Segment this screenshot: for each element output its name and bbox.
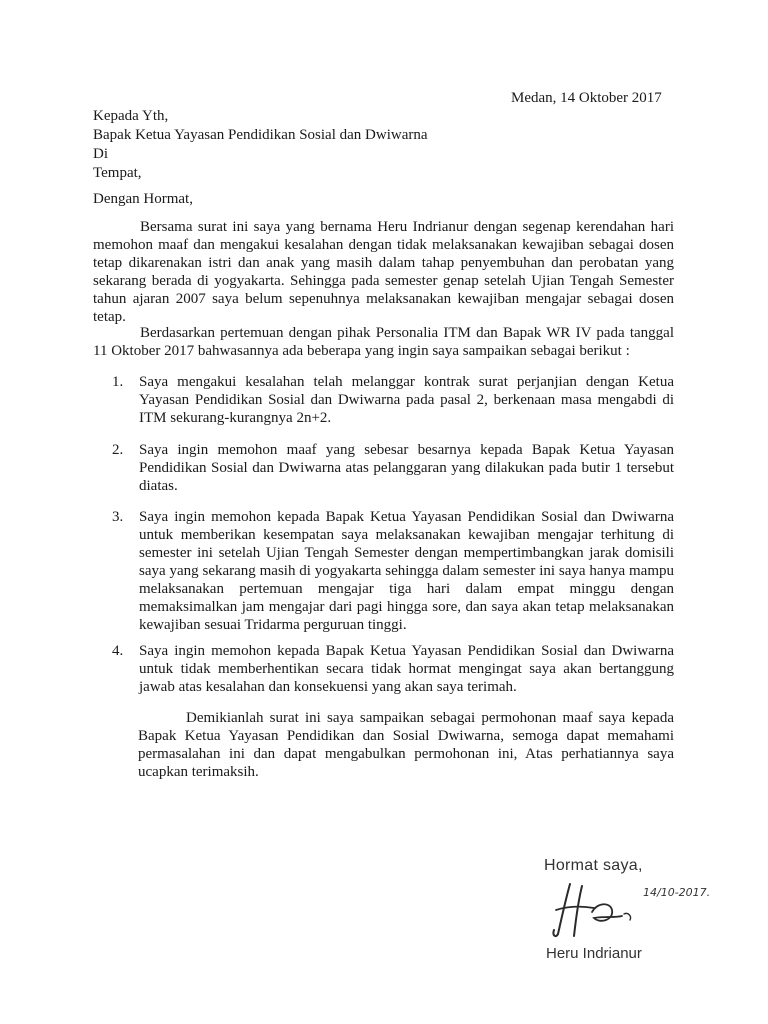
list-item xyxy=(112,642,674,696)
recipient-line: Kepada Yth, xyxy=(93,108,169,124)
list-item-number: 3. xyxy=(112,509,124,525)
list-item-text: Saya ingin memohon maaf yang sebesar besarnya kepada Bapak Ketua Yayasan Pendidikan Sosial dan Dwiwarna atas pelanggaran yang dilakukan pada butir 1 tersebut diatas. xyxy=(139,442,674,494)
body-paragraph-1 xyxy=(93,218,674,326)
handwritten-date: 14/10-2017. xyxy=(643,886,711,899)
list-item xyxy=(112,373,674,427)
signature-salutation: Hormat saya, xyxy=(544,857,643,874)
list-item-number: 4. xyxy=(112,643,124,659)
list-item-text: Saya mengakui kesalahan telah melanggar kontrak surat perjanjian dengan Ketua Yayasan Pendidikan Sosial dan Dwiwarna pada pasal 2, berkenaan masa mengabdi di ITM sekurang-kurangnya 2n+2. xyxy=(139,374,674,426)
recipient-block xyxy=(93,107,653,183)
recipient-line: Tempat, xyxy=(93,165,142,181)
recipient-line: Bapak Ketua Yayasan Pendidikan Sosial dan Dwiwarna xyxy=(93,127,428,143)
list-item-number: 2. xyxy=(112,442,124,458)
list-item xyxy=(112,508,674,634)
paragraph-text: Bersama surat ini saya yang bernama Heru Indrianur dengan segenap kerendahan hari memohon maaf dan mengakui kesalahan dengan tidak melaksanakan kewajiban sebagai dosen tetap dikarenakan istri dan anak yang masih dalam tahap penyembuhan dan perobatan yang sekarang berada di yogyakarta. Sehingga pada semester genap setelah Ujian Tengah Semester tahun ajaran 2007 saya belum sepenuhnya melaksanakan kewajiban mengajar sebagai dosen tetap. xyxy=(93,219,674,325)
recipient-line: Di xyxy=(93,146,108,162)
list-item xyxy=(112,441,674,495)
list-item-text: Saya ingin memohon kepada Bapak Ketua Yayasan Pendidikan Sosial dan Dwiwarna untuk tidak memberhentikan secara tidak hormat mengingat saya akan bertanggung jawab atas kesalahan dan konsekuensi yang akan saya terimah. xyxy=(139,643,674,695)
paragraph-text: Demikianlah surat ini saya sampaikan sebagai permohonan maaf saya kepada Bapak Ketua Yayasan Pendidikan dan Sosial Dwiwarna, semoga dapat memahami permasalahan ini dan dapat mengabulkan permohonan ini, Atas perhatiannya saya ucapkan terimaksih. xyxy=(138,710,674,780)
list-item-number: 1. xyxy=(112,374,124,390)
greeting: Dengan Hormat, xyxy=(93,191,193,207)
letter-date: Medan, 14 Oktober 2017 xyxy=(511,90,662,106)
signatory-name: Heru Indrianur xyxy=(546,945,642,962)
paragraph-text: Berdasarkan pertemuan dengan pihak Personalia ITM dan Bapak WR IV pada tanggal 11 Oktober 2017 bahwasannya ada beberapa yang ingin saya sampaikan sebagai berikut : xyxy=(93,325,674,359)
body-paragraph-2 xyxy=(93,324,674,360)
list-item-text: Saya ingin memohon kepada Bapak Ketua Yayasan Pendidikan Sosial dan Dwiwarna untuk memberikan kesempatan saya melaksanakan kewajiban mengajar terhitung di semester ini setelah Ujian Tengah Semester dengan mempertimbangkan jarak domisili saya yang sekarang masih di yogyakarta sehingga dalam semester ini saya hanya mampu melaksanakan pertemuan mengajar tiga hari dalam empat minggu dengan memaksimalkan jam mengajar dari pagi hingga sore, dan saya akan tetap melaksanakan kewajiban sesuai Tridarma perguruan tinggi. xyxy=(139,509,674,633)
closing-paragraph xyxy=(138,709,674,781)
handwritten-signature xyxy=(548,876,648,942)
